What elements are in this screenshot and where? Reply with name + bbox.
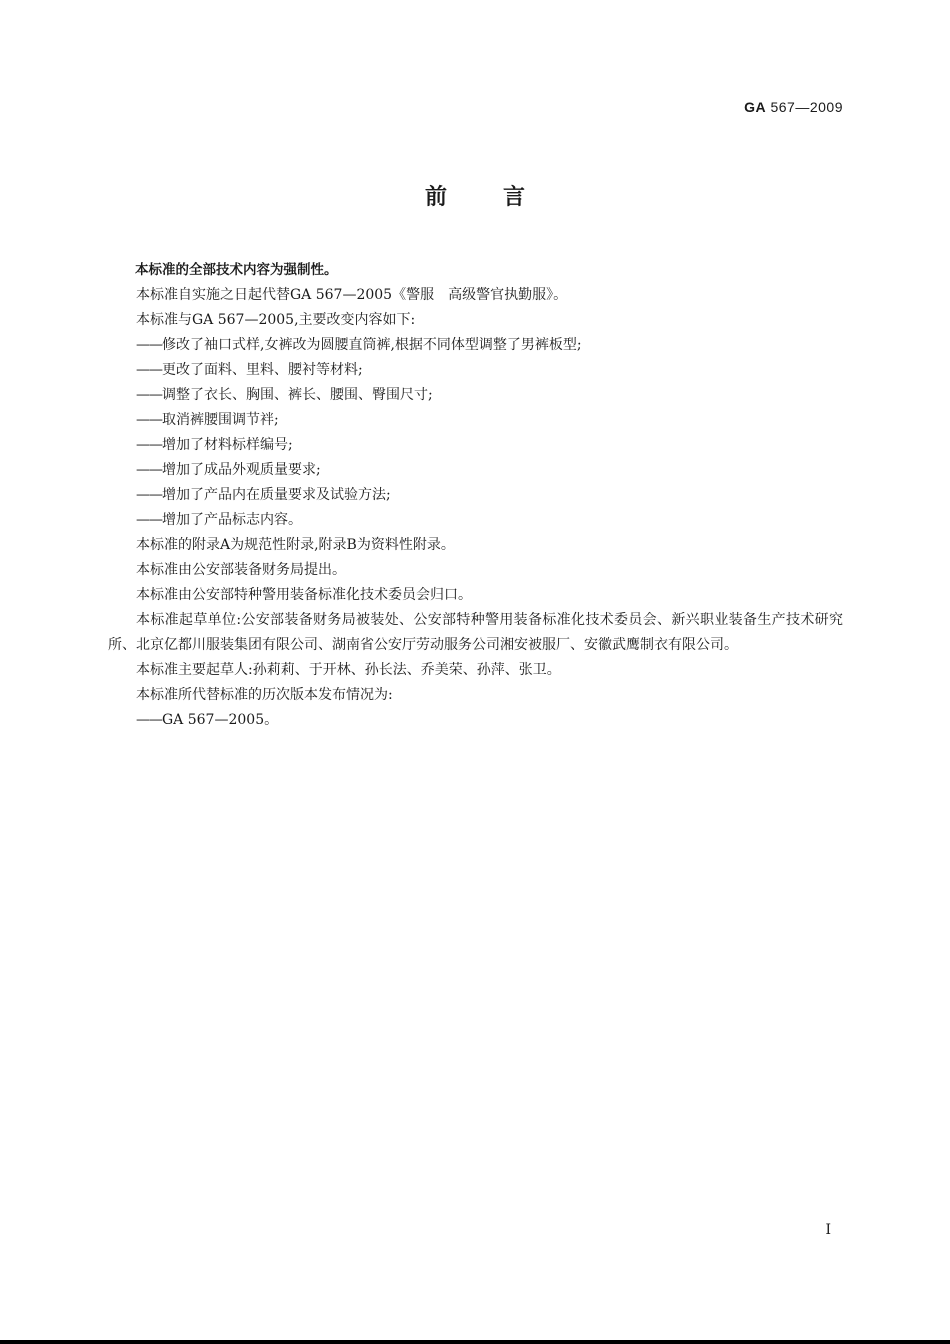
bottom-border <box>0 1340 950 1344</box>
page-number: I <box>825 1222 831 1238</box>
change-item: ——增加了产品标志内容。 <box>136 512 302 528</box>
appendix-statement: 本标准的附录A为规范性附录,附录B为资料性附录。 <box>136 537 455 553</box>
page-title <box>0 180 950 211</box>
managed-by: 本标准由公安部特种警用装备标准化技术委员会归口。 <box>136 587 472 603</box>
foreword-body <box>108 258 843 733</box>
drafters: 本标准主要起草人:孙莉莉、于开林、孙长法、乔美荣、孙萍、张卫。 <box>136 662 561 678</box>
change-item: ——取消裤腰围调节袢; <box>136 412 279 428</box>
changes-intro: 本标准与GA 567—2005,主要改变内容如下: <box>136 312 416 328</box>
change-item: ——修改了袖口式样,女裤改为圆腰直筒裤,根据不同体型调整了男裤板型; <box>136 337 582 353</box>
mandatory-statement: 本标准的全部技术内容为强制性。 <box>135 262 338 278</box>
drafting-units: 本标准起草单位:公安部装备财务局被装处、公安部特种警用装备标准化技术委员会、新兴职业装备生产技术研究所、北京亿都川服装集团有限公司、湖南省公安厅劳动服务公司湘安被服厂、安徽武鹰制衣有限公司。 <box>108 612 843 653</box>
standard-code-prefix: GA <box>744 99 767 115</box>
replaces-statement: 本标准自实施之日起代替GA 567—2005《警服 高级警官执勤服》。 <box>136 287 568 303</box>
change-item: ——增加了成品外观质量要求; <box>136 462 321 478</box>
history-item: ——GA 567—2005。 <box>136 712 279 728</box>
change-item: ——增加了材料标样编号; <box>136 437 293 453</box>
change-item: ——更改了面料、里料、腰衬等材料; <box>136 362 363 378</box>
title-char-right: 言 <box>503 185 526 210</box>
standard-code <box>744 99 843 115</box>
proposed-by: 本标准由公安部装备财务局提出。 <box>136 562 346 578</box>
change-item: ——调整了衣长、胸围、裤长、腰围、臀围尺寸; <box>136 387 433 403</box>
change-item: ——增加了产品内在质量要求及试验方法; <box>136 487 391 503</box>
history-intro: 本标准所代替标准的历次版本发布情况为: <box>136 687 393 703</box>
title-char-left: 前 <box>424 185 447 210</box>
standard-code-number: 567—2009 <box>770 99 843 115</box>
